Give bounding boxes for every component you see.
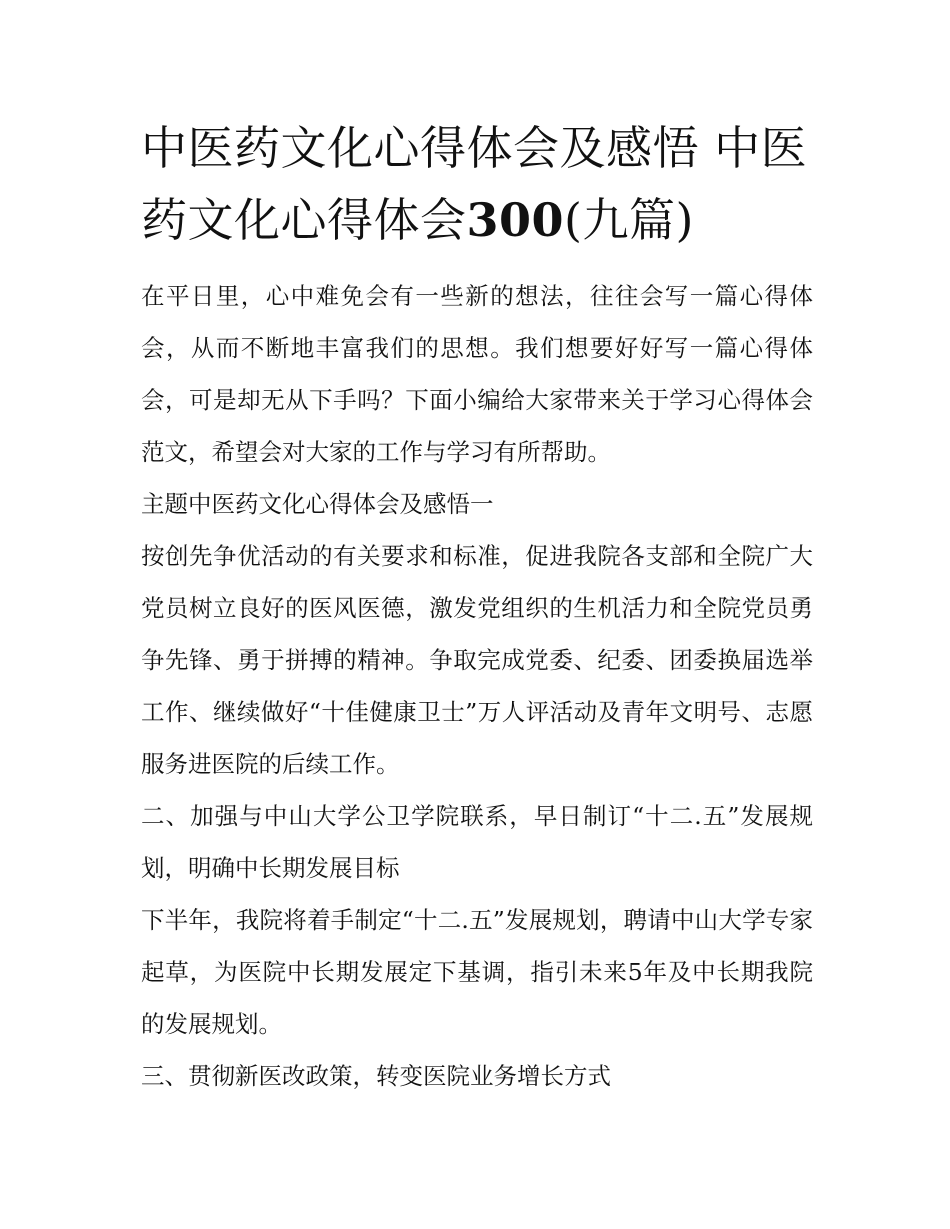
title-suffix: (九篇) xyxy=(564,193,694,247)
title-text: 中医药文化心得体会及感悟 中医药文化心得体会 xyxy=(141,121,808,247)
title-number: 300 xyxy=(466,193,565,247)
document-body xyxy=(141,112,813,1102)
intro-paragraph: 在平日里，心中难免会有一些新的想法，往往会写一篇心得体会，从而不断地丰富我们的思想。我们想要好好写一篇心得体会，可是却无从下手吗？下面小编给大家带来关于学习心得体会范文，希望会对大家的工作与学习有所帮助。 xyxy=(141,282,813,466)
section-heading-1: 主题中医药文化心得体会及感悟一 xyxy=(141,490,494,518)
section-heading-2: 二、加强与中山大学公卫学院联系，早日制订“十二.五”发展规划，明确中长期发展目标 xyxy=(141,802,813,882)
document-title xyxy=(141,112,813,256)
body-paragraph-1: 按创先争优活动的有关要求和标准，促进我院各支部和全院广大党员树立良好的医风医德，激发党组织的生机活力和全院党员勇争先锋、勇于拼搏的精神。争取完成党委、纪委、团委换届选举工作、继续做好“十佳健康卫士”万人评活动及青年文明号、志愿服务进医院的后续工作。 xyxy=(141,542,813,778)
body-paragraph-2: 下半年，我院将着手制定“十二.五”发展规划，聘请中山大学专家起草，为医院中长期发展定下基调，指引未来5年及中长期我院的发展规划。 xyxy=(141,906,813,1038)
section-heading-3: 三、贯彻新医改政策，转变医院业务增长方式 xyxy=(141,1062,611,1090)
